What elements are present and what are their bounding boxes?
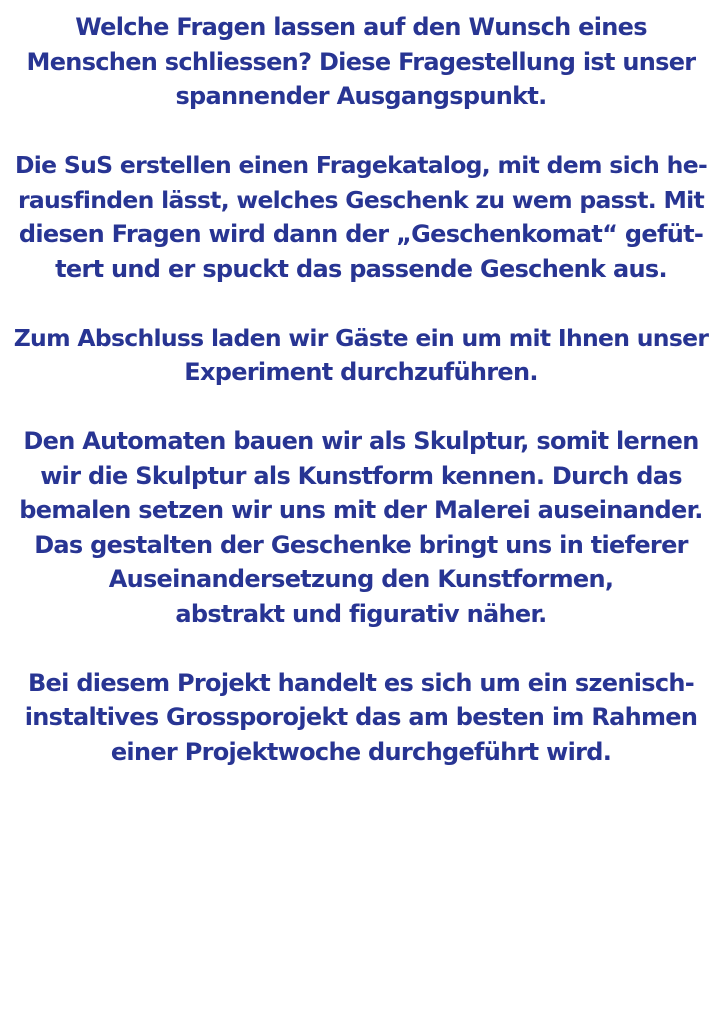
text-line: Zum Abschluss laden wir Gäste ein um mit Ihnen unser — [13, 323, 709, 352]
paragraph-spacer — [12, 390, 710, 425]
text-line: bemalen setzen wir uns mit der Malerei auseinander. — [19, 496, 703, 524]
text-line: rausfinden lässt, welches Geschenk zu wem passt. Mit — [17, 185, 705, 214]
text-line: Bei diesem Projekt handelt es sich um ein szenisch- — [27, 668, 695, 697]
text-line: Menschen schliessen? Diese Fragestellung ist unser — [26, 47, 696, 76]
text-line: spannender Ausgangspunkt. — [175, 82, 547, 110]
text-line: Experiment durchzuführen. — [184, 358, 538, 386]
text-line: Den Automaten bauen wir als Skulptur, somit lernen — [23, 427, 699, 455]
text-line: abstrakt und figurativ näher. — [175, 599, 547, 628]
paragraph-spacer — [12, 631, 710, 666]
paragraph-spacer — [12, 114, 710, 149]
text-line: Die SuS erstellen einen Fragekatalog, mit dem sich he- — [14, 151, 708, 179]
text-line: instaltives Grossporojekt das am besten im Rahmen — [24, 703, 698, 731]
paragraph-guests — [12, 321, 710, 390]
text-line: diesen Fragen wird dann der „Geschenkomat“ gefüt- — [18, 220, 704, 248]
paragraph-project-week — [12, 666, 710, 770]
text-line: Welche Fragen lassen auf den Wunsch eines — [75, 13, 647, 41]
text-line: einer Projektwoche durchgeführt wird. — [110, 737, 612, 766]
text-line: Auseinandersetzung den Kunstformen, — [108, 565, 614, 593]
paragraph-intro-question — [12, 10, 710, 114]
text-line: tert und er spuckt das passende Geschenk aus. — [55, 254, 667, 283]
paragraph-question-catalog — [12, 148, 710, 286]
text-line: wir die Skulptur als Kunstform kennen. Durch das — [40, 461, 682, 490]
paragraph-spacer — [12, 286, 710, 321]
text-line: Das gestalten der Geschenke bringt uns in tieferer — [34, 530, 688, 559]
paragraph-sculpture — [12, 424, 710, 631]
